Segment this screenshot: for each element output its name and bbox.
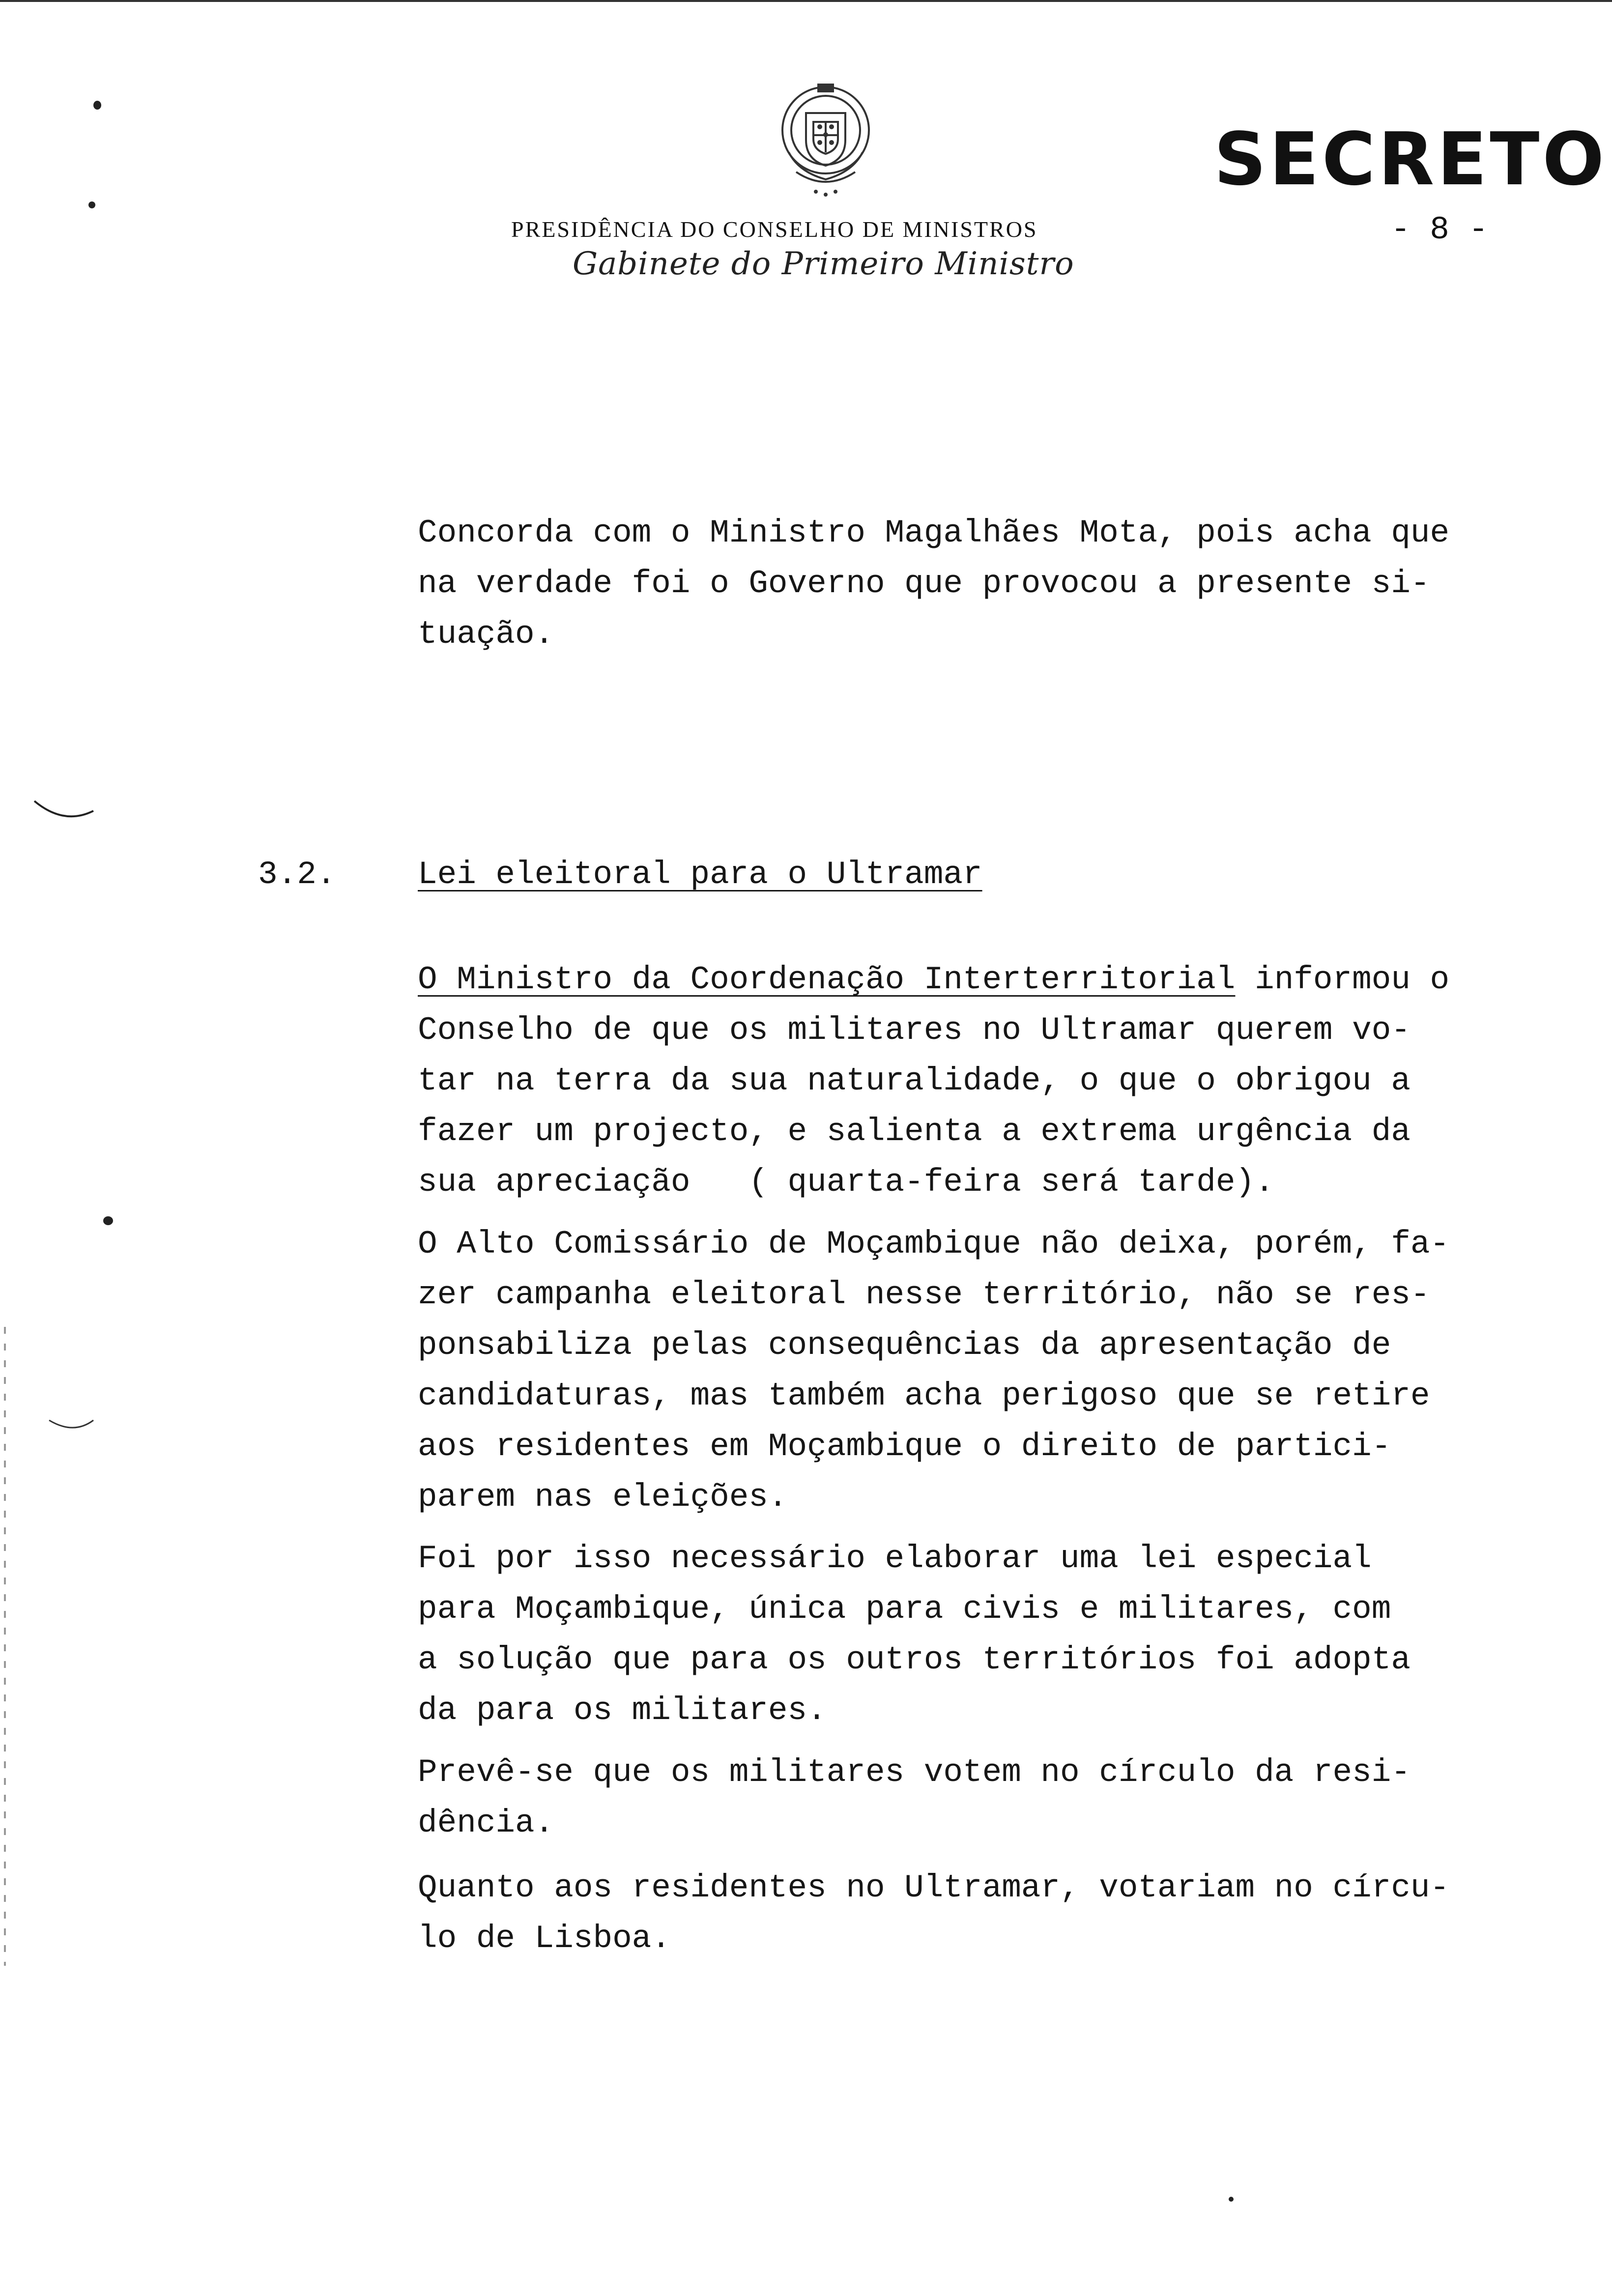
- text-line: ponsabiliza pelas consequências da apresentação de: [418, 1327, 1391, 1364]
- underlined-subject: O Ministro da Coordenação Interterritorial: [418, 961, 1236, 998]
- paragraph-residentes: [418, 1863, 1450, 1964]
- cabinet-name: Gabinete do Primeiro Ministro: [573, 246, 1074, 282]
- text-line: na verdade foi o Governo que provocou a presente si-: [418, 565, 1430, 602]
- paragraph-alto-comissario: [418, 1219, 1450, 1522]
- text-fragment: informou o: [1235, 961, 1450, 998]
- scan-speck: [88, 201, 95, 208]
- paragraph-lei-especial: [418, 1533, 1450, 1736]
- text-line: aos residentes em Moçambique o direito de partici-: [418, 1428, 1391, 1465]
- text-line: Conselho de que os militares no Ultramar querem vo-: [418, 1012, 1410, 1049]
- text-line: zer campanha eleitoral nesse território, não se res-: [418, 1276, 1430, 1313]
- text-line: Prevê-se que os militares votem no círculo da resi-: [418, 1754, 1410, 1791]
- text-line: Concorda com o Ministro Magalhães Mota, pois acha que: [418, 515, 1450, 551]
- coat-of-arms-icon: [767, 79, 885, 201]
- section-number: 3.2.: [258, 856, 336, 893]
- text-line: sua apreciação ( quarta-feira será tarde).: [418, 1164, 1274, 1201]
- scan-speck: [103, 1216, 113, 1225]
- paragraph-preve-se: [418, 1747, 1450, 1848]
- text-line: da para os militares.: [418, 1692, 827, 1729]
- text-line: tuação.: [418, 616, 554, 653]
- section-title: Lei eleitoral para o Ultramar: [418, 856, 982, 893]
- paragraph-ministro-coordenacao: [418, 954, 1450, 1207]
- paragraph-concorda: [418, 508, 1450, 660]
- scan-mark: [29, 796, 98, 826]
- text-line: a solução que para os outros territórios foi adopta: [418, 1641, 1410, 1678]
- scan-speck: [1229, 2197, 1234, 2202]
- text-line: fazer um projecto, e salienta a extrema urgência da: [418, 1113, 1410, 1150]
- text-line: [418, 954, 1450, 1005]
- text-line: tar na terra da sua naturalidade, o que o obrigou a: [418, 1062, 1410, 1099]
- top-edge-rule: [0, 0, 1612, 2]
- text-line: dência.: [418, 1805, 554, 1841]
- classification-stamp: SECRETO: [1214, 117, 1608, 201]
- organization-name: PRESIDÊNCIA DO CONSELHO DE MINISTROS: [511, 217, 1038, 242]
- text-line: parem nas eleições.: [418, 1479, 788, 1516]
- scan-speck: [93, 101, 101, 110]
- text-line: candidaturas, mas também acha perigoso que se retire: [418, 1378, 1430, 1414]
- text-line: Foi por isso necessário elaborar uma lei especial: [418, 1540, 1372, 1577]
- scan-margin-marks: [4, 1327, 6, 1966]
- text-line: O Alto Comissário de Moçambique não deixa, porém, fa-: [418, 1226, 1450, 1263]
- page-number: - 8 -: [1391, 211, 1489, 248]
- text-line: lo de Lisboa.: [418, 1920, 671, 1957]
- text-line: para Moçambique, única para civis e militares, com: [418, 1591, 1391, 1628]
- text-line: Quanto aos residentes no Ultramar, votariam no círcu-: [418, 1869, 1450, 1906]
- scan-mark: [44, 1415, 98, 1435]
